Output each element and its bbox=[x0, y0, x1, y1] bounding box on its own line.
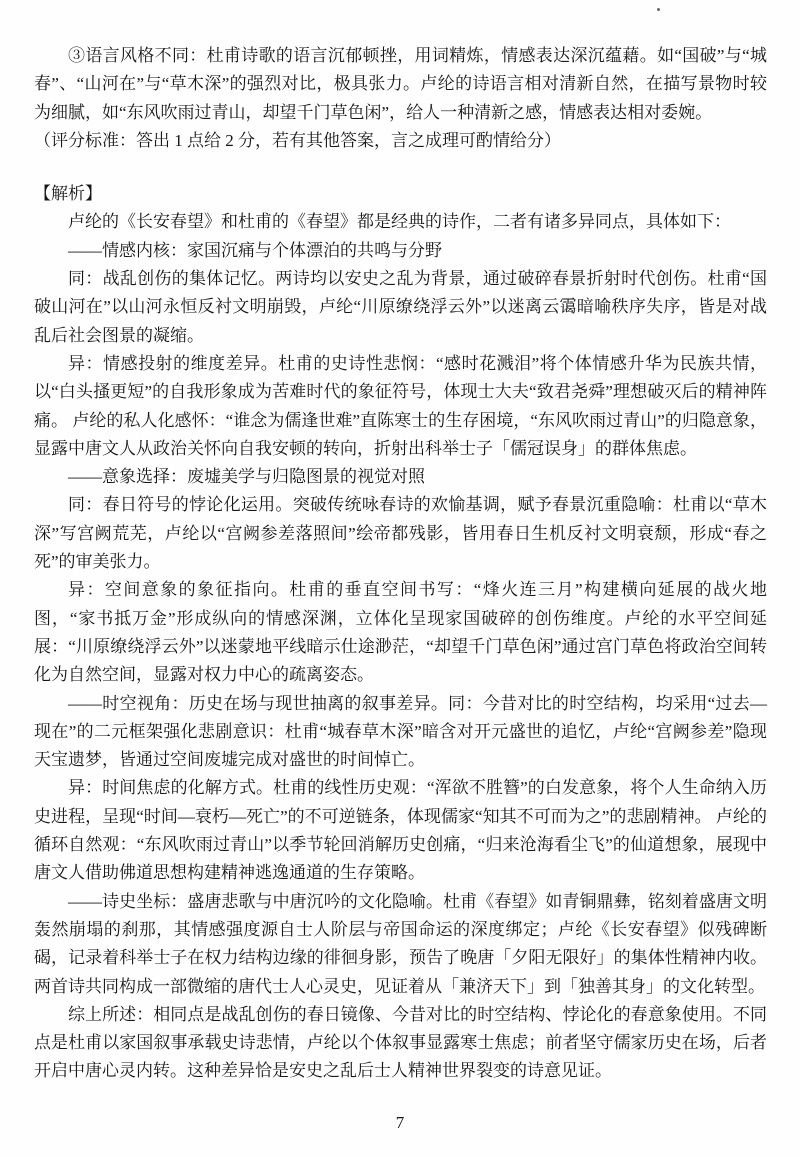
analysis-imagery-same: 同：春日符号的悖论化运用。突破传统咏春诗的欢愉基调，赋予春景沉重隐喻：杜甫以“草木深”写宫阙荒芜，卢纶以“宫阙参差落照间”绘帝都残影，皆用春日生机反衬文明衰颓，形成“春之死”的审美张力。 bbox=[34, 495, 767, 572]
analysis-heading: 【解析】 bbox=[34, 184, 102, 204]
analysis-section-imagery: ——意象选择：废墟美学与归隐图景的视觉对照 bbox=[68, 467, 425, 487]
analysis-section-emotion-core: ——情感内核：家国沉痛与个体漂泊的共鸣与分野 bbox=[68, 240, 442, 260]
analysis-spacetime-diff: 异：时间焦虑的化解方式。杜甫的线性历史观：“浑欲不胜簪”的白发意象，将个人生命纳入历史进程，呈现“时间—衰朽—死亡”的不可逆链条，体现儒家“知其不可而为之”的悲剧精神。 卢纶的循环自然观：“东风吹雨过青山”以季节轮回消解历史创痛，“归来沧海看尘飞”的仙道想象，展现中唐文人借助佛道思想构建精神逃逸通道的生存策略。 bbox=[34, 778, 767, 883]
analysis-section-spacetime: ——时空视角：历史在场与现世抽离的叙事差异。同：今昔对比的时空结构，均采用“过去—现在”的二元框架强化悲剧意识：杜甫“城春草木深”暗含对开元盛世的追忆，卢纶“宫阙参差”隐现天宝遗梦，皆通过空间废墟完成对盛世的时间悼亡。 bbox=[34, 693, 767, 770]
page-number: 7 bbox=[395, 1112, 405, 1132]
scoring-note: （评分标准：答出 1 点给 2 分，若有其他答案，言之成理可酌情给分） bbox=[34, 130, 561, 150]
analysis-emotion-diff: 异：情感投射的维度差异。杜甫的史诗性悲悯：“感时花溅泪”将个体情感升华为民族共情，以“白头搔更短”的自我形象成为苦难时代的象征符号，体现士大夫“致君尧舜”理想破灭后的精神阵痛。 卢纶的私人化感怀：“谁念为儒逢世难”直陈寒士的生存困境，“东风吹雨过青山”的归隐意象，显露中唐文人从政治关怀向自我安顿的转向，折射出科举士子「儒冠误身」的群体焦虑。 bbox=[34, 353, 767, 458]
answer-point-3: ③语言风格不同：杜甫诗歌的语言沉郁顿挫，用词精炼，情感表达深沉蕴藉。如“国破”与“城春”、“山河在”与“草木深”的强烈对比，极具张力。卢纶的诗语言相对清新自然，在描写景物时较为细腻，如“东风吹雨过青山，却望千门草色闲”，给人一种清新之感，情感表达相对委婉。 bbox=[34, 46, 767, 122]
analysis-section-poetic-history: ——诗史坐标：盛唐悲歌与中唐沉吟的文化隐喻。杜甫《春望》如青铜鼎彝，铭刻着盛唐文明轰然崩塌的刹那，其情感强度源自士人阶层与帝国命运的深度绑定；卢纶《长安春望》似残碑断碣，记录着科举士子在权力结构边缘的徘徊身影，预告了晚唐「夕阳无限好」的集体性精神内收。两首诗共同构成一部微缩的唐代士人心灵史，见证着从「兼济天下」到「独善其身」的文化转型。 bbox=[34, 891, 767, 996]
analysis-imagery-diff: 异：空间意象的象征指向。杜甫的垂直空间书写：“烽火连三月”构建横向延展的战火地图，“家书抵万金”形成纵向的情感深渊，立体化呈现家国破碎的创伤维度。卢纶的水平空间延展：“川原缭绕浮云外”以迷蒙地平线暗示仕途渺茫，“却望千门草色闲”通过宫门草色将政治空间转化为自然空间，显露对权力中心的疏离姿态。 bbox=[34, 580, 767, 685]
analysis-intro: 卢纶的《长安春望》和杜甫的《春望》都是经典的诗作，二者有诸多异同点，具体如下： bbox=[68, 212, 731, 232]
analysis-emotion-same: 同：战乱创伤的集体记忆。两诗均以安史之乱为背景，通过破碎春景折射时代创伤。杜甫“国破山河在”以山河永恒反衬文明崩毁，卢纶“川原缭绕浮云外”以迷离云霭暗喻秩序失序，皆是对战乱后社会图景的凝缩。 bbox=[34, 269, 767, 345]
scan-artifact-dot bbox=[657, 8, 660, 11]
analysis-conclusion: 综上所述：相同点是战乱创伤的春日镜像、今昔对比的时空结构、悖论化的春意象使用。不同点是杜甫以家国叙事承载史诗悲情，卢纶以个体叙事显露寒士焦虑；前者坚守儒家历史在场，后者开启中唐心灵内转。这种差异恰是安史之乱后士人精神世界裂变的诗意见证。 bbox=[34, 1004, 767, 1081]
